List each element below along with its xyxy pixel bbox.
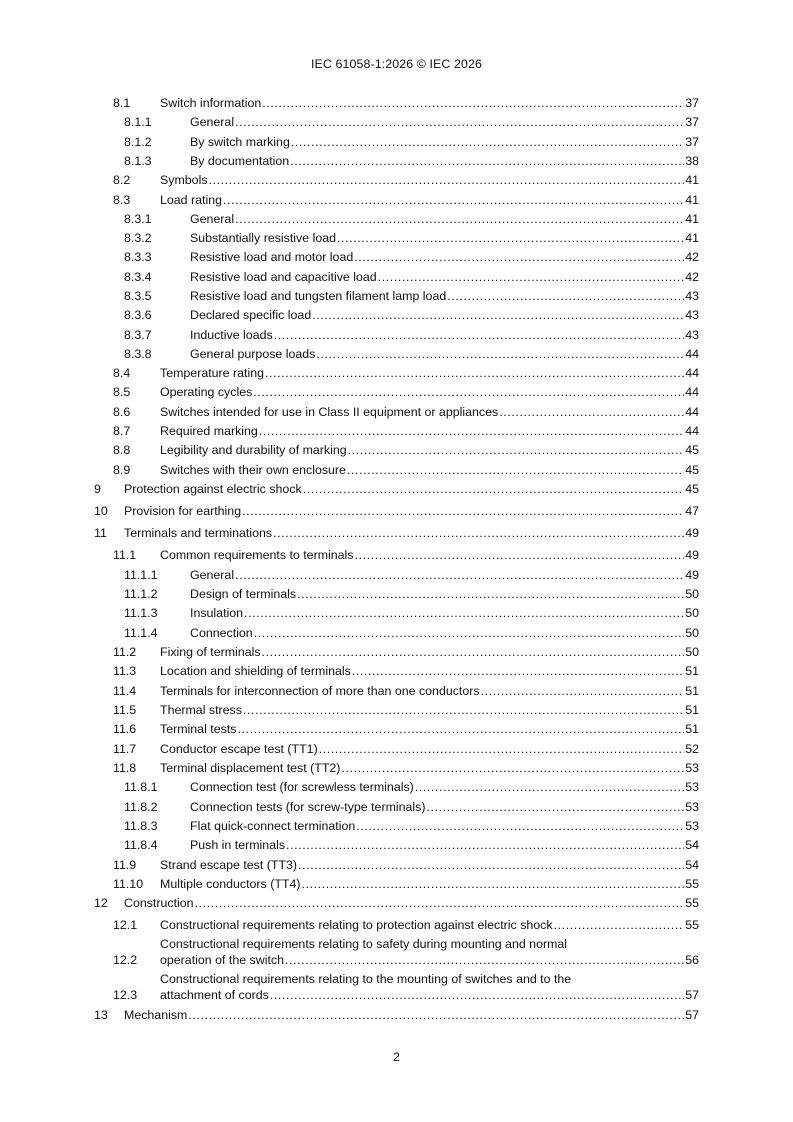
toc-entry-page: 54 [685, 838, 699, 852]
toc-entry-number: 8.2 [113, 173, 131, 187]
toc-entry-leader [160, 404, 699, 420]
toc-entry-leader [124, 481, 699, 497]
toc-entry-leader [160, 442, 699, 458]
toc-entry[interactable] [0, 917, 793, 933]
page-header: IEC 61058-1:2026 © IEC 2026 [311, 57, 482, 71]
toc-entry-leader [160, 917, 699, 933]
toc-entry[interactable] [0, 741, 793, 757]
toc-entry[interactable] [0, 423, 793, 439]
toc-entry-leader [190, 134, 699, 150]
toc-entry[interactable] [0, 972, 793, 1003]
toc-entry[interactable] [0, 625, 793, 641]
toc-entry[interactable] [0, 384, 793, 400]
toc-entry-number: 11.2 [113, 645, 137, 659]
toc-entry[interactable] [0, 365, 793, 381]
toc-entry-leader [160, 857, 699, 873]
toc-entry-page: 45 [685, 463, 699, 477]
dot-leader [319, 741, 685, 757]
toc-entry-title: Location and shielding of terminals [160, 664, 351, 678]
toc-entry-page: 50 [685, 645, 699, 659]
toc-entry[interactable] [0, 779, 793, 795]
toc-entry-title: Terminal tests [160, 722, 237, 736]
toc-entry-number: 8.3.3 [124, 250, 152, 264]
toc-entry[interactable] [0, 307, 793, 323]
toc-entry-title: Push in terminals [190, 838, 286, 852]
dot-leader [447, 288, 684, 304]
toc-entry[interactable] [0, 249, 793, 265]
dot-leader [188, 1007, 684, 1023]
toc-entry-title: Switch information [160, 96, 262, 110]
toc-entry[interactable] [0, 895, 793, 911]
toc-entry-title: General [190, 115, 235, 129]
toc-entry-page: 51 [685, 722, 699, 736]
toc-entry[interactable] [0, 525, 793, 541]
toc-entry-leader [124, 525, 699, 541]
toc-entry-leader [190, 230, 699, 246]
toc-entry-title: Provision for earthing [124, 504, 242, 518]
dot-leader [347, 462, 684, 478]
toc-entry-title: Terminals for interconnection of more than one conductors [160, 684, 480, 698]
toc-entry-title: General [190, 212, 235, 226]
toc-entry-page: 50 [685, 626, 699, 640]
toc-entry-leader [160, 384, 699, 400]
toc-entry-title: Required marking [160, 424, 258, 438]
toc-entry-page: 45 [685, 443, 699, 457]
dot-leader [253, 384, 684, 400]
toc-entry[interactable] [0, 134, 793, 150]
toc-entry-leader [124, 895, 699, 911]
toc-entry-leader [160, 702, 699, 718]
toc-entry[interactable] [0, 192, 793, 208]
toc-entry-page: 45 [685, 482, 699, 496]
toc-entry-number: 8.1 [113, 96, 131, 110]
toc-entry-number: 11.9 [113, 858, 137, 872]
toc-entry[interactable] [0, 857, 793, 873]
toc-entry-number: 11.1.2 [124, 587, 158, 601]
toc-entry-title-line1: Constructional requirements relating to the mounting of switches and to the [160, 972, 572, 986]
toc-entry[interactable] [0, 503, 793, 519]
toc-entry[interactable] [0, 172, 793, 188]
toc-entry[interactable] [0, 288, 793, 304]
dot-leader [354, 249, 684, 265]
toc-entry[interactable] [0, 721, 793, 737]
toc-entry-title: Legibility and durability of marking [160, 443, 347, 457]
toc-entry[interactable] [0, 547, 793, 563]
toc-entry-leader [190, 625, 699, 641]
dot-leader [312, 307, 684, 323]
toc-entry-number: 8.3.6 [124, 308, 152, 322]
toc-entry-leader [190, 837, 699, 853]
dot-leader [195, 895, 685, 911]
toc-entry-leader [160, 663, 699, 679]
toc-entry[interactable] [0, 702, 793, 718]
toc-entry-page: 44 [685, 424, 699, 438]
toc-entry-number: 11.8.4 [124, 838, 158, 852]
dot-leader [298, 857, 684, 873]
toc-entry[interactable] [0, 95, 793, 111]
toc-entry[interactable] [0, 153, 793, 169]
toc-entry-page: 43 [685, 289, 699, 303]
toc-entry-leader [160, 547, 699, 563]
dot-leader [235, 114, 684, 130]
toc-entry-number: 8.5 [113, 385, 131, 399]
toc-entry-title: Declared specific load [190, 308, 312, 322]
toc-entry-title: Inductive loads [190, 328, 273, 342]
dot-leader [209, 172, 685, 188]
toc-entry-page: 53 [685, 761, 699, 775]
dot-leader [348, 442, 685, 458]
page-number: 2 [393, 1050, 400, 1064]
toc-entry[interactable] [0, 683, 793, 699]
toc-entry-page: 57 [685, 988, 699, 1002]
toc-entry-leader [160, 987, 699, 1003]
toc-entry-number: 8.8 [113, 443, 131, 457]
toc-entry-title: Connection [190, 626, 253, 640]
toc-entry-number: 12.2 [113, 953, 138, 967]
dot-leader [285, 952, 684, 968]
toc-entry-leader [160, 172, 699, 188]
toc-entry-number: 11.1.3 [124, 606, 158, 620]
toc-entry-title: Protection against electric shock [124, 482, 302, 496]
toc-entry[interactable] [0, 818, 793, 834]
toc-entry[interactable] [0, 799, 793, 815]
toc-entry-title: Insulation [190, 606, 244, 620]
toc-entry-title: General purpose loads [190, 347, 316, 361]
toc-entry-title: Construction [124, 896, 194, 910]
toc-entry-title-line1: Constructional requirements relating to safety during mounting and normal [160, 937, 568, 951]
toc-entry-title: operation of the switch [160, 953, 284, 967]
toc-entry-page: 55 [685, 877, 699, 891]
dot-leader [274, 327, 685, 343]
toc-entry-number: 11.3 [113, 664, 137, 678]
dot-leader [270, 987, 684, 1003]
toc-entry-page: 37 [685, 135, 699, 149]
toc-entry-number: 8.3.1 [124, 212, 152, 226]
dot-leader [352, 663, 684, 679]
toc-entry-page: 57 [685, 1008, 699, 1022]
toc-entry-page: 43 [685, 328, 699, 342]
dot-leader [378, 269, 685, 285]
toc-entry-title: Connection tests (for screw-type terminals) [190, 800, 426, 814]
toc-entry-number: 8.3.7 [124, 328, 152, 342]
dot-leader [259, 423, 684, 439]
toc-entry-title: Constructional requirements relating to protection against electric shock [160, 918, 553, 932]
toc-entry-page: 49 [685, 526, 699, 540]
toc-entry[interactable] [0, 327, 793, 343]
toc-entry-number: 8.9 [113, 463, 131, 477]
toc-entry[interactable] [0, 346, 793, 362]
toc-entry-leader [190, 605, 699, 621]
toc-entry-leader [190, 586, 699, 602]
toc-entry-title: Switches with their own enclosure [160, 463, 346, 477]
toc-entry-number: 11.1.4 [124, 626, 158, 640]
toc-entry[interactable] [0, 937, 793, 968]
toc-entry-leader [160, 683, 699, 699]
toc-entry-leader [160, 462, 699, 478]
toc-entry-number: 8.3 [113, 193, 131, 207]
toc-entry-leader [124, 1007, 699, 1023]
toc-entry-page: 41 [685, 231, 699, 245]
toc-entry[interactable] [0, 462, 793, 478]
toc-entry-leader [190, 567, 699, 583]
toc-entry-page: 37 [685, 96, 699, 110]
toc-entry-page: 51 [685, 703, 699, 717]
toc-entry-page: 49 [685, 568, 699, 582]
toc-entry-number: 8.3.8 [124, 347, 152, 361]
toc-entry-number: 11.10 [113, 877, 144, 891]
toc-entry-number: 11.8 [113, 761, 137, 775]
toc-entry-page: 42 [685, 270, 699, 284]
toc-entry-page: 41 [685, 193, 699, 207]
toc-entry-number: 8.1.2 [124, 135, 152, 149]
toc-entry-number: 8.3.5 [124, 289, 152, 303]
toc-entry-page: 55 [685, 918, 699, 932]
toc-entry-page: 43 [685, 308, 699, 322]
toc-entry[interactable] [0, 605, 793, 621]
toc-entry-number: 11.1 [113, 548, 137, 562]
toc-entry-leader [160, 741, 699, 757]
toc-entry-leader [124, 503, 699, 519]
toc-entry-number: 12 [94, 896, 108, 910]
toc-entry[interactable] [0, 644, 793, 660]
toc-entry-page: 44 [685, 385, 699, 399]
toc-entry-number: 8.3.2 [124, 231, 152, 245]
toc-entry-title: Design of terminals [190, 587, 297, 601]
toc-entry-leader [190, 307, 699, 323]
toc-entry-leader [160, 192, 699, 208]
dot-leader [337, 230, 684, 246]
toc-entry-title: Switches intended for use in Class II equipment or appliances [160, 405, 499, 419]
toc-entry-title: Mechanism [124, 1008, 188, 1022]
dot-leader [481, 683, 685, 699]
toc-entry-title: Load rating [160, 193, 223, 207]
toc-entry-leader [190, 346, 699, 362]
toc-entry-title: Conductor escape test (TT1) [160, 742, 318, 756]
toc-entry-leader [160, 876, 699, 892]
toc-entry-page: 53 [685, 819, 699, 833]
dot-leader [316, 346, 684, 362]
toc-entry-title: Resistive load and tungsten filament lamp load [190, 289, 447, 303]
dot-leader [243, 702, 684, 718]
toc-entry[interactable] [0, 876, 793, 892]
toc-entry-page: 53 [685, 800, 699, 814]
toc-entry-leader [190, 269, 699, 285]
dot-leader [273, 525, 684, 541]
toc-entry-title: Strand escape test (TT3) [160, 858, 298, 872]
dot-leader [356, 818, 684, 834]
toc-entry-page: 56 [685, 953, 699, 967]
toc-entry-number: 8.1.1 [124, 115, 152, 129]
toc-entry-leader [190, 327, 699, 343]
toc-entry-title: By switch marking [190, 135, 290, 149]
toc-entry-title: By documentation [190, 154, 290, 168]
dot-leader [244, 605, 684, 621]
toc-entry-leader [190, 249, 699, 265]
toc-entry-page: 50 [685, 587, 699, 601]
toc-entry-page: 51 [685, 664, 699, 678]
toc-entry-number: 11.6 [113, 722, 137, 736]
dot-leader [242, 503, 684, 519]
toc-entry-number: 11.4 [113, 684, 137, 698]
dot-leader [265, 365, 684, 381]
toc-entry[interactable] [0, 114, 793, 130]
toc-entry-page: 47 [685, 504, 699, 518]
toc-entry-title: Resistive load and capacitive load [190, 270, 377, 284]
toc-entry[interactable] [0, 481, 793, 497]
toc-entry-page: 49 [685, 548, 699, 562]
toc-entry-number: 11.8.3 [124, 819, 158, 833]
toc-entry-leader [190, 799, 699, 815]
toc-entry[interactable] [0, 586, 793, 602]
toc-entry-title: Operating cycles [160, 385, 253, 399]
toc-entry-title: Connection test (for screwless terminals) [190, 780, 414, 794]
toc-entry-page: 44 [685, 366, 699, 380]
toc-entry[interactable] [0, 211, 793, 227]
toc-entry[interactable] [0, 1007, 793, 1023]
toc-entry-leader [190, 114, 699, 130]
toc-entry[interactable] [0, 760, 793, 776]
toc-entry[interactable] [0, 442, 793, 458]
toc-entry-number: 8.1.3 [124, 154, 152, 168]
toc-entry-leader [160, 365, 699, 381]
toc-entry-title: Terminal displacement test (TT2) [160, 761, 341, 775]
toc-entry[interactable] [0, 230, 793, 246]
toc-entry[interactable] [0, 837, 793, 853]
dot-leader [301, 876, 684, 892]
dot-leader [254, 625, 685, 641]
toc-entry-title: Terminals and terminations [124, 526, 273, 540]
toc-entry-page: 41 [685, 212, 699, 226]
toc-entry-number: 11.1.1 [124, 568, 158, 582]
toc-entry-number: 11 [94, 526, 107, 540]
toc-entry-leader [190, 288, 699, 304]
toc-entry-title: Multiple conductors (TT4) [160, 877, 301, 891]
toc-entry[interactable] [0, 663, 793, 679]
toc-entry-title: Substantially resistive load [190, 231, 337, 245]
toc-entry[interactable] [0, 567, 793, 583]
toc-entry-page: 42 [685, 250, 699, 264]
toc-entry[interactable] [0, 269, 793, 285]
dot-leader [237, 721, 684, 737]
dot-leader [290, 153, 684, 169]
dot-leader [415, 779, 684, 795]
dot-leader [303, 481, 685, 497]
toc-entry-number: 12.3 [113, 988, 138, 1002]
dot-leader [499, 404, 684, 420]
toc-entry-leader [190, 153, 699, 169]
toc-entry-leader [190, 211, 699, 227]
toc-entry-number: 12.1 [113, 918, 138, 932]
toc-entry-number: 11.7 [113, 742, 137, 756]
toc-entry-title: Resistive load and motor load [190, 250, 354, 264]
toc-entry-leader [160, 721, 699, 737]
toc-entry-title: Temperature rating [160, 366, 264, 380]
toc-entry-number: 8.7 [113, 424, 131, 438]
toc-entry-page: 51 [685, 684, 699, 698]
dot-leader [262, 95, 684, 111]
toc-entry-leader [190, 818, 699, 834]
toc-entry-title: General [190, 568, 235, 582]
toc-entry-page: 54 [685, 858, 699, 872]
dot-leader [554, 917, 685, 933]
dot-leader [286, 837, 684, 853]
toc-entry-title: Thermal stress [160, 703, 242, 717]
toc-entry-page: 41 [685, 173, 699, 187]
toc-entry-number: 8.4 [113, 366, 131, 380]
toc-entry-leader [190, 779, 699, 795]
dot-leader [427, 799, 685, 815]
toc-entry-title: Flat quick-connect termination [190, 819, 356, 833]
dot-leader [235, 567, 684, 583]
toc-entry-leader [160, 952, 699, 968]
toc-entry-number: 13 [94, 1008, 108, 1022]
toc-entry-page: 38 [685, 154, 699, 168]
toc-entry-page: 52 [685, 742, 699, 756]
toc-entry-number: 10 [94, 504, 108, 518]
toc-entry-title: attachment of cords [160, 988, 269, 1002]
toc-entry-number: 11.5 [113, 703, 137, 717]
toc-entry-leader [160, 423, 699, 439]
toc-entry-number: 8.3.4 [124, 270, 152, 284]
toc-entry-title: Symbols [160, 173, 208, 187]
toc-entry-page: 53 [685, 780, 699, 794]
toc-entry-page: 50 [685, 606, 699, 620]
toc-entry-page: 37 [685, 115, 699, 129]
toc-entry-leader [160, 95, 699, 111]
toc-entry-number: 8.6 [113, 405, 131, 419]
toc-entry-leader [160, 644, 699, 660]
dot-leader [297, 586, 684, 602]
toc-entry-number: 11.8.1 [124, 780, 158, 794]
toc-entry-page: 55 [685, 896, 699, 910]
dot-leader [355, 547, 685, 563]
toc-entry[interactable] [0, 404, 793, 420]
dot-leader [223, 192, 684, 208]
toc-entry-page: 44 [685, 347, 699, 361]
toc-entry-leader [160, 760, 699, 776]
toc-entry-title: Fixing of terminals [160, 645, 261, 659]
dot-leader [235, 211, 684, 227]
dot-leader [341, 760, 684, 776]
dot-leader [291, 134, 684, 150]
toc-entry-number: 9 [94, 482, 101, 496]
toc-entry-title: Common requirements to terminals [160, 548, 354, 562]
toc-entry-page: 44 [685, 405, 699, 419]
dot-leader [262, 644, 685, 660]
toc-entry-number: 11.8.2 [124, 800, 158, 814]
